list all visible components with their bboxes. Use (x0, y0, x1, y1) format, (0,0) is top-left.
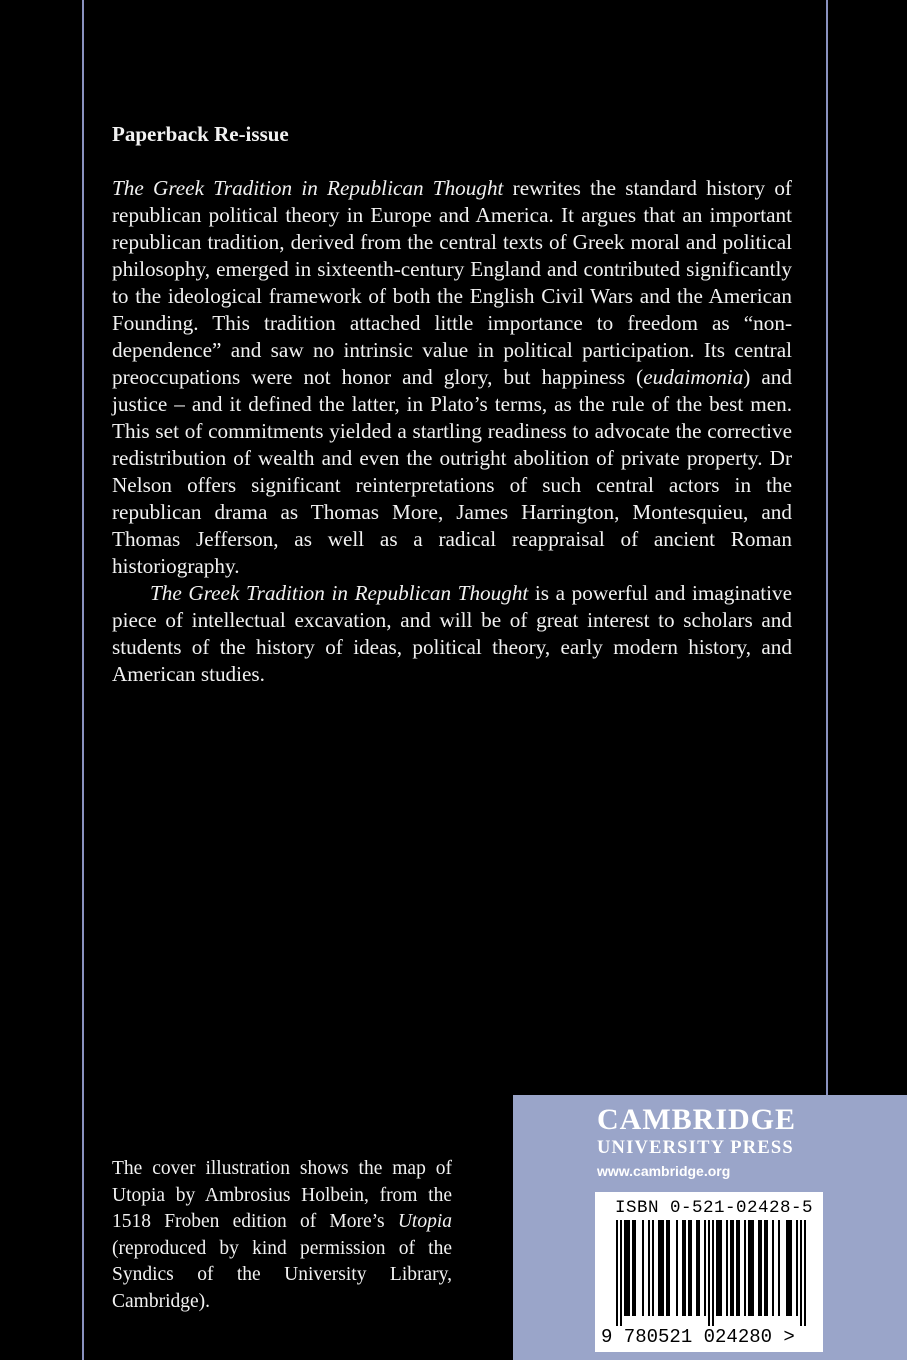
publisher-name: CAMBRIDGE (597, 1103, 797, 1136)
barcode-bar (662, 1220, 664, 1316)
barcode-bar (688, 1220, 690, 1316)
barcode-bar (726, 1220, 728, 1316)
barcode-bar (668, 1220, 670, 1316)
barcode-bar (652, 1220, 654, 1316)
left-frame-line (82, 0, 84, 1360)
barcode-bar (732, 1220, 734, 1316)
barcode-bar (712, 1220, 714, 1326)
barcode-bar (690, 1220, 692, 1316)
barcode-bar (788, 1220, 790, 1316)
right-frame-line (826, 0, 828, 1095)
barcode-bar (744, 1220, 746, 1316)
italic-text: Utopia (397, 1211, 452, 1232)
barcode-bar (716, 1220, 718, 1316)
barcode-bar (658, 1220, 660, 1316)
barcode-bar (632, 1220, 634, 1316)
barcode-bar (800, 1220, 802, 1326)
barcode-bar (796, 1220, 798, 1316)
barcode-bar (748, 1220, 750, 1316)
reissue-heading: Paperback Re-issue (112, 122, 289, 146)
barcode-bar (708, 1220, 710, 1326)
publisher-panel (513, 1095, 907, 1360)
barcode-bar (786, 1220, 788, 1316)
barcode-bar (696, 1220, 698, 1316)
italic-text: The Greek Tradition in Republican Thought (150, 581, 529, 605)
barcode-bar (718, 1220, 720, 1316)
text-run: rewrites the standard history of republican political theory in Europe and America. It argues that an important republican tradition, derived from the central texts of Greek moral and political philosophy, emerged in sixteenth-century England and contributed significantly to the ideological framework of both the English Civil Wars and the American Founding. This tradition attached little importance to freedom as “non-dependence” and saw no intrinsic value in political participation. Its central preoccupations were not honor and glory, but happiness ( (112, 176, 792, 389)
barcode-bar (720, 1220, 722, 1316)
barcode-bars (603, 1220, 815, 1326)
barcode-bar (660, 1220, 662, 1316)
barcode-bar (648, 1220, 650, 1316)
barcode-bar (804, 1220, 806, 1326)
barcode-bar (778, 1220, 780, 1316)
barcode-digits: 9 780521 024280 > (601, 1326, 795, 1348)
barcode-bar (684, 1220, 686, 1316)
barcode-bar (634, 1220, 636, 1316)
barcode-bar (624, 1220, 626, 1316)
barcode-bar (626, 1220, 628, 1316)
barcode-bar (790, 1220, 792, 1316)
description-paragraph-1 (112, 175, 792, 580)
barcode-bar (620, 1220, 622, 1326)
book-description (112, 175, 792, 688)
barcode-bar (616, 1220, 618, 1326)
cover-illustration-credit (112, 1156, 452, 1315)
barcode-bar (628, 1220, 630, 1316)
barcode-bar (730, 1220, 732, 1316)
barcode-bar (738, 1220, 740, 1316)
barcode-box (595, 1192, 823, 1352)
text-run: is a powerful and imaginative piece of intellectual excavation, and will be of great interest to scholars and students of the history of ideas, political theory, early modern history, and American studies. (112, 581, 792, 686)
isbn-label: ISBN 0-521-02428-5 (615, 1198, 814, 1218)
barcode-bar (682, 1220, 684, 1316)
barcode-bar (736, 1220, 738, 1316)
barcode-bar (676, 1220, 678, 1316)
barcode-bar (642, 1220, 644, 1316)
text-run: (reproduced by kind permission of the Syndics of the University Library, Cambridge). (112, 1237, 452, 1312)
text-run: ) and justice – and it defined the latter, in Plato’s terms, as the rule of the best men. This set of commitments yielded a startling readiness to advocate the corrective redistribution of wealth and even the outright abolition of private property. Dr Nelson offers significant reinterpretations of such central actors in the republican drama as Thomas More, James Harrington, Montesquieu, and Thomas Jefferson, as well as a radical reappraisal of ancient Roman historiography. (112, 365, 792, 578)
barcode-bar (666, 1220, 668, 1316)
barcode-bar (752, 1220, 754, 1316)
barcode-bar (698, 1220, 700, 1316)
barcode-bar (750, 1220, 752, 1316)
publisher-url: www.cambridge.org (597, 1163, 731, 1179)
text-run: The cover illustration shows the map of Utopia by Ambrosius Holbein, from the 1518 Froben edition of More’s (112, 1158, 452, 1232)
barcode-bar (766, 1220, 768, 1316)
publisher-subtitle: UNIVERSITY PRESS (597, 1138, 794, 1158)
italic-text: eudaimonia (643, 365, 744, 389)
italic-text: The Greek Tradition in Republican Thought (112, 176, 504, 200)
description-paragraph-2 (112, 580, 792, 688)
barcode-bar (772, 1220, 774, 1316)
barcode-bar (764, 1220, 766, 1316)
barcode-bar (760, 1220, 762, 1316)
barcode-bar (704, 1220, 706, 1316)
barcode-bar (758, 1220, 760, 1316)
